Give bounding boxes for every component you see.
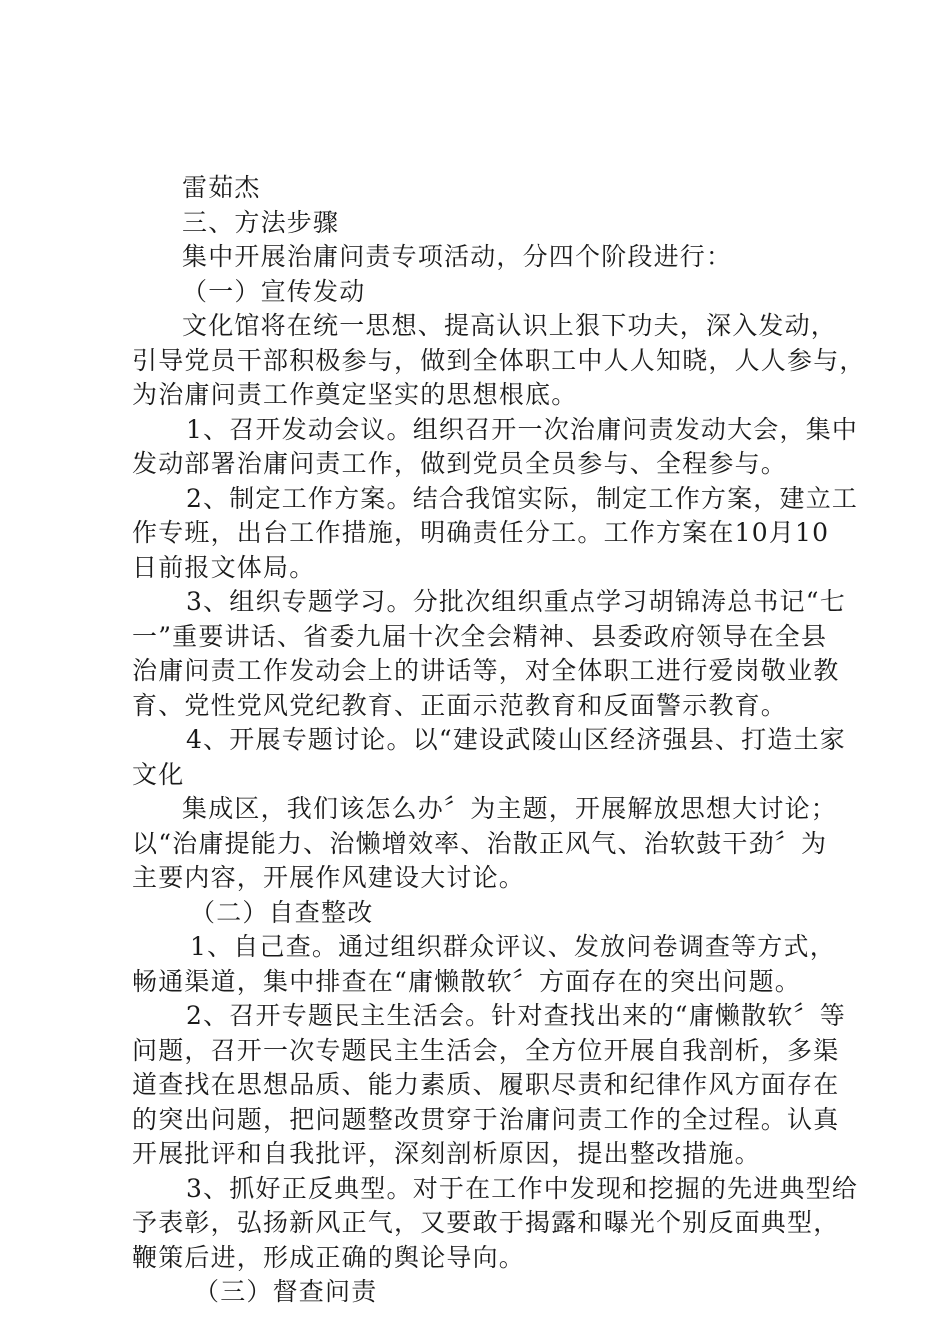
paragraph-line: 育、党性党风党纪教育、正面示范教育和反面警示教育。	[132, 690, 788, 720]
paragraph-line: 发动部署治庸问责工作，做到党员全员参与、全程参与。	[132, 449, 788, 478]
paragraph-line: 的突出问题，把问题整改贯穿于治庸问责工作的全过程。认真	[132, 1104, 840, 1134]
document-body	[132, 171, 866, 1310]
paragraph-line: 3、组织专题学习。分批次组织重点学习胡锦涛总书记“七	[186, 587, 846, 616]
paragraph-line: 予表彰，弘扬新风正气，又要敢于揭露和曝光个别反面典型，	[132, 1208, 840, 1237]
paragraph-line: 畅通渠道，集中排查在“庸懒散软〞方面存在的突出问题。	[132, 966, 801, 996]
paragraph-line: 集中开展治庸问责专项活动，分四个阶段进行：	[182, 242, 733, 271]
section-heading: 三、方法步骤	[182, 207, 340, 237]
paragraph-line: 2、制定工作方案。结合我馆实际，制定工作方案，建立工	[186, 483, 859, 513]
paragraph-line: 治庸问责工作发动会上的讲话等，对全体职工进行爱岗敬业教	[132, 656, 840, 685]
paragraph-line: 日前报文体局。	[132, 552, 316, 582]
subsection-heading: （三）督查问责	[194, 1277, 378, 1306]
paragraph-line: 为治庸问责工作奠定坚实的思想根底。	[132, 380, 578, 409]
subsection-heading: （一）宣传发动	[182, 276, 366, 306]
subsection-heading: （二）自查整改	[190, 897, 374, 927]
paragraph-line: 1、召开发动会议。组织召开一次治庸问责发动大会，集中	[186, 414, 859, 444]
paragraph-line: 1、自己查。通过组织群众评议、发放问卷调查等方式，	[190, 932, 836, 961]
paragraph-line: 文化馆将在统一思想、提高认识上狠下功夫，深入发动，	[182, 311, 838, 340]
paragraph-line: 问题，召开一次专题民主生活会，全方位开展自我剖析，多渠	[132, 1035, 840, 1065]
paragraph-line: 鞭策后进，形成正确的舆论导向。	[132, 1242, 526, 1272]
paragraph-line: 作专班，出台工作措施，明确责任分工。工作方案在10月10	[132, 518, 830, 547]
paragraph-line: 2、召开专题民主生活会。针对查找出来的“庸懒散软〞等	[186, 1001, 846, 1030]
paragraph-line: 一”重要讲话、省委九届十次全会精神、县委政府领导在全县	[132, 621, 828, 651]
paragraph-line: 引导党员干部积极参与，做到全体职工中人人知晓，人人参与，	[132, 345, 866, 375]
paragraph-line: 开展批评和自我批评，深刻剖析原因，提出整改措施。	[132, 1139, 761, 1168]
paragraph-line: 道查找在思想品质、能力素质、履职尽责和纪律作风方面存在	[132, 1070, 840, 1099]
paragraph-line: 3、抓好正反典型。对于在工作中发现和挖掘的先进典型给	[186, 1173, 859, 1203]
paragraph-line: 主要内容，开展作风建设大讨论。	[132, 863, 526, 892]
paragraph-line: 以“治庸提能力、治懒增效率、治散正风气、治软鼓干劲〞为	[132, 828, 828, 858]
author-name: 雷茹杰	[182, 173, 261, 202]
paragraph-line: 集成区，我们该怎么办〞为主题，开展解放思想大讨论；	[182, 794, 838, 823]
paragraph-line: 4、开展专题讨论。以“建设武陵山区经济强县、打造土家	[186, 725, 846, 754]
paragraph-line: 文化	[132, 759, 185, 789]
